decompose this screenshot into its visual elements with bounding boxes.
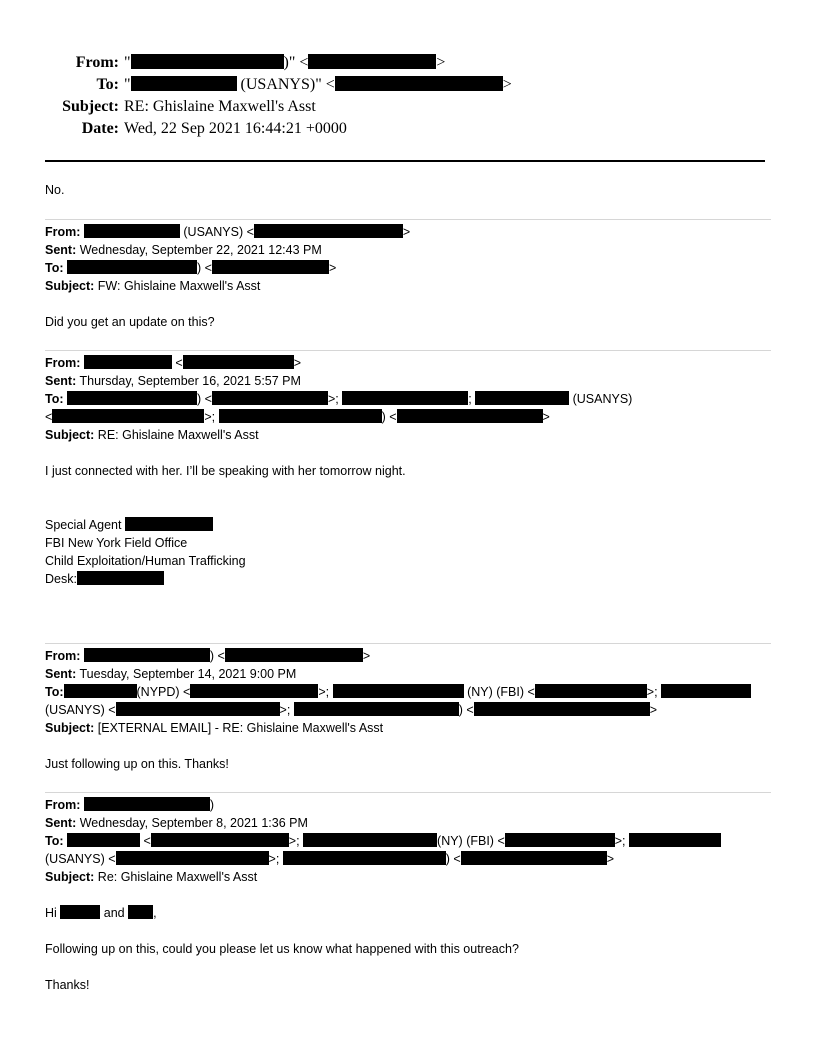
email4-greeting: Hi and ,	[45, 906, 157, 920]
email2-to-line: To: ) < >; ; (USANYS)	[45, 392, 633, 406]
email2-body: I just connected with her. I’ll be speaking with her tomorrow night.	[45, 464, 406, 478]
redaction	[335, 76, 503, 91]
quoted-email-1	[45, 223, 410, 331]
email3-from-line: From: ) < >	[45, 649, 371, 663]
header-to-org: (USANYS)" <	[236, 76, 335, 93]
message-divider	[45, 350, 771, 351]
redaction	[151, 833, 289, 847]
redaction	[254, 224, 403, 238]
header-to-close: >	[502, 76, 512, 93]
email2-to-line-2: < >; ) < >	[45, 410, 550, 424]
redaction	[190, 684, 318, 698]
email4-sent-line: Sent: Wednesday, September 8, 2021 1:36 PM	[45, 816, 308, 830]
email1-body: Did you get an update on this?	[45, 315, 215, 329]
redaction	[461, 851, 607, 865]
signature-unit: Child Exploitation/Human Trafficking	[45, 554, 246, 568]
redaction	[67, 833, 140, 847]
email4-body: Following up on this, could you please let us know what happened with this outreach?	[45, 942, 519, 956]
email1-sent-line	[45, 241, 410, 259]
email3-body: Just following up on this. Thanks!	[45, 757, 229, 771]
email1-subject: FW: Ghislaine Maxwell's Asst	[94, 279, 261, 293]
header-from-row	[0, 52, 816, 74]
header-divider	[45, 160, 765, 162]
redaction	[219, 409, 382, 423]
redaction	[212, 391, 328, 405]
email2-sent-line: Sent: Thursday, September 16, 2021 5:57 PM	[45, 374, 301, 388]
redaction	[84, 224, 180, 238]
subject-label: Subject:	[45, 279, 95, 293]
email2-subject: RE: Ghislaine Maxwell's Asst	[94, 428, 259, 442]
redaction	[60, 905, 100, 919]
email2-from-line: From: < >	[45, 356, 301, 370]
email4-subject: Re: Ghislaine Maxwell's Asst	[94, 870, 258, 884]
email2-subject-line: Subject: RE: Ghislaine Maxwell's Asst	[45, 428, 259, 442]
email4-to-line: To: < >; (NY) (FBI) < >;	[45, 832, 721, 850]
redaction	[116, 702, 280, 716]
redaction	[67, 260, 197, 274]
redaction	[128, 905, 153, 919]
redaction	[342, 391, 468, 405]
redaction	[52, 409, 204, 423]
email3-subject-line: Subject: [EXTERNAL EMAIL] - RE: Ghislaine Maxwell's Asst	[45, 721, 384, 735]
header-to-quote: "	[124, 76, 131, 93]
redaction	[303, 833, 437, 847]
header-subject-label: Subject:	[62, 98, 119, 115]
header-from-sep: )" <	[283, 54, 309, 71]
email-header	[0, 52, 816, 140]
message-divider	[45, 643, 771, 644]
redaction	[67, 391, 197, 405]
redaction	[475, 391, 569, 405]
redaction	[225, 648, 363, 662]
email4-closing: Thanks!	[45, 978, 90, 992]
email1-sent: Wednesday, September 22, 2021 12:43 PM	[76, 243, 322, 257]
header-to-row	[0, 74, 816, 96]
quoted-email-2	[45, 354, 632, 588]
signature-agent: Special Agent	[45, 516, 632, 534]
email1-subject-line	[45, 277, 410, 295]
email3-sent-line: Sent: Tuesday, September 14, 2021 9:00 PM	[45, 667, 297, 681]
redaction	[84, 797, 210, 811]
redaction	[131, 76, 237, 91]
redaction	[84, 355, 172, 369]
email4-sent: Wednesday, September 8, 2021 1:36 PM	[76, 816, 308, 830]
redaction	[397, 409, 543, 423]
redaction	[131, 54, 284, 69]
redaction	[125, 517, 213, 531]
signature-office: FBI New York Field Office	[45, 536, 188, 550]
redaction	[116, 851, 269, 865]
reply-text: No.	[45, 183, 65, 197]
header-from-quote: "	[124, 54, 131, 71]
quoted-email-4	[45, 796, 721, 994]
header-date-label: Date:	[81, 120, 119, 137]
email3-sent: Tuesday, September 14, 2021 9:00 PM	[76, 667, 297, 681]
redaction	[283, 851, 446, 865]
redaction	[183, 355, 294, 369]
email4-to-line-2: (USANYS) < >; ) < >	[45, 852, 615, 866]
header-subject-row	[0, 96, 816, 118]
redaction	[64, 684, 137, 698]
redaction	[661, 684, 751, 698]
redaction	[308, 54, 436, 69]
redaction	[294, 702, 459, 716]
header-date: Wed, 22 Sep 2021 16:44:21 +0000	[124, 120, 347, 137]
redaction	[535, 684, 647, 698]
header-from-close: >	[436, 54, 446, 71]
email2-sent: Thursday, September 16, 2021 5:57 PM	[76, 374, 301, 388]
email3-subject: [EXTERNAL EMAIL] - RE: Ghislaine Maxwell's Asst	[94, 721, 384, 735]
redaction	[629, 833, 721, 847]
email1-from-line: From: (USANYS) < >	[45, 225, 411, 239]
sent-label: Sent:	[45, 243, 77, 257]
redaction	[505, 833, 615, 847]
header-from-label: From:	[75, 54, 119, 71]
redaction	[212, 260, 329, 274]
redaction	[84, 648, 210, 662]
header-date-row	[0, 118, 816, 140]
signature-desk: Desk:	[45, 570, 632, 588]
message-divider	[45, 792, 771, 793]
message-divider	[45, 219, 771, 220]
header-to-label: To:	[96, 76, 119, 93]
email4-from-line: From: )	[45, 798, 215, 812]
to-label: To:	[45, 261, 64, 275]
from-label: From:	[45, 225, 81, 239]
email1-to-line: To: ) < >	[45, 261, 337, 275]
header-subject: RE: Ghislaine Maxwell's Asst	[124, 98, 316, 115]
email4-subject-line: Subject: Re: Ghislaine Maxwell's Asst	[45, 870, 258, 884]
redaction	[474, 702, 650, 716]
redaction	[77, 571, 164, 585]
email3-to-line-2: (USANYS) < >; ) < >	[45, 703, 658, 717]
redaction	[333, 684, 464, 698]
reply-body	[45, 181, 64, 199]
quoted-email-3	[45, 647, 751, 773]
email3-to-line: To: (NYPD) < >; (NY) (FBI) < >;	[45, 683, 751, 701]
